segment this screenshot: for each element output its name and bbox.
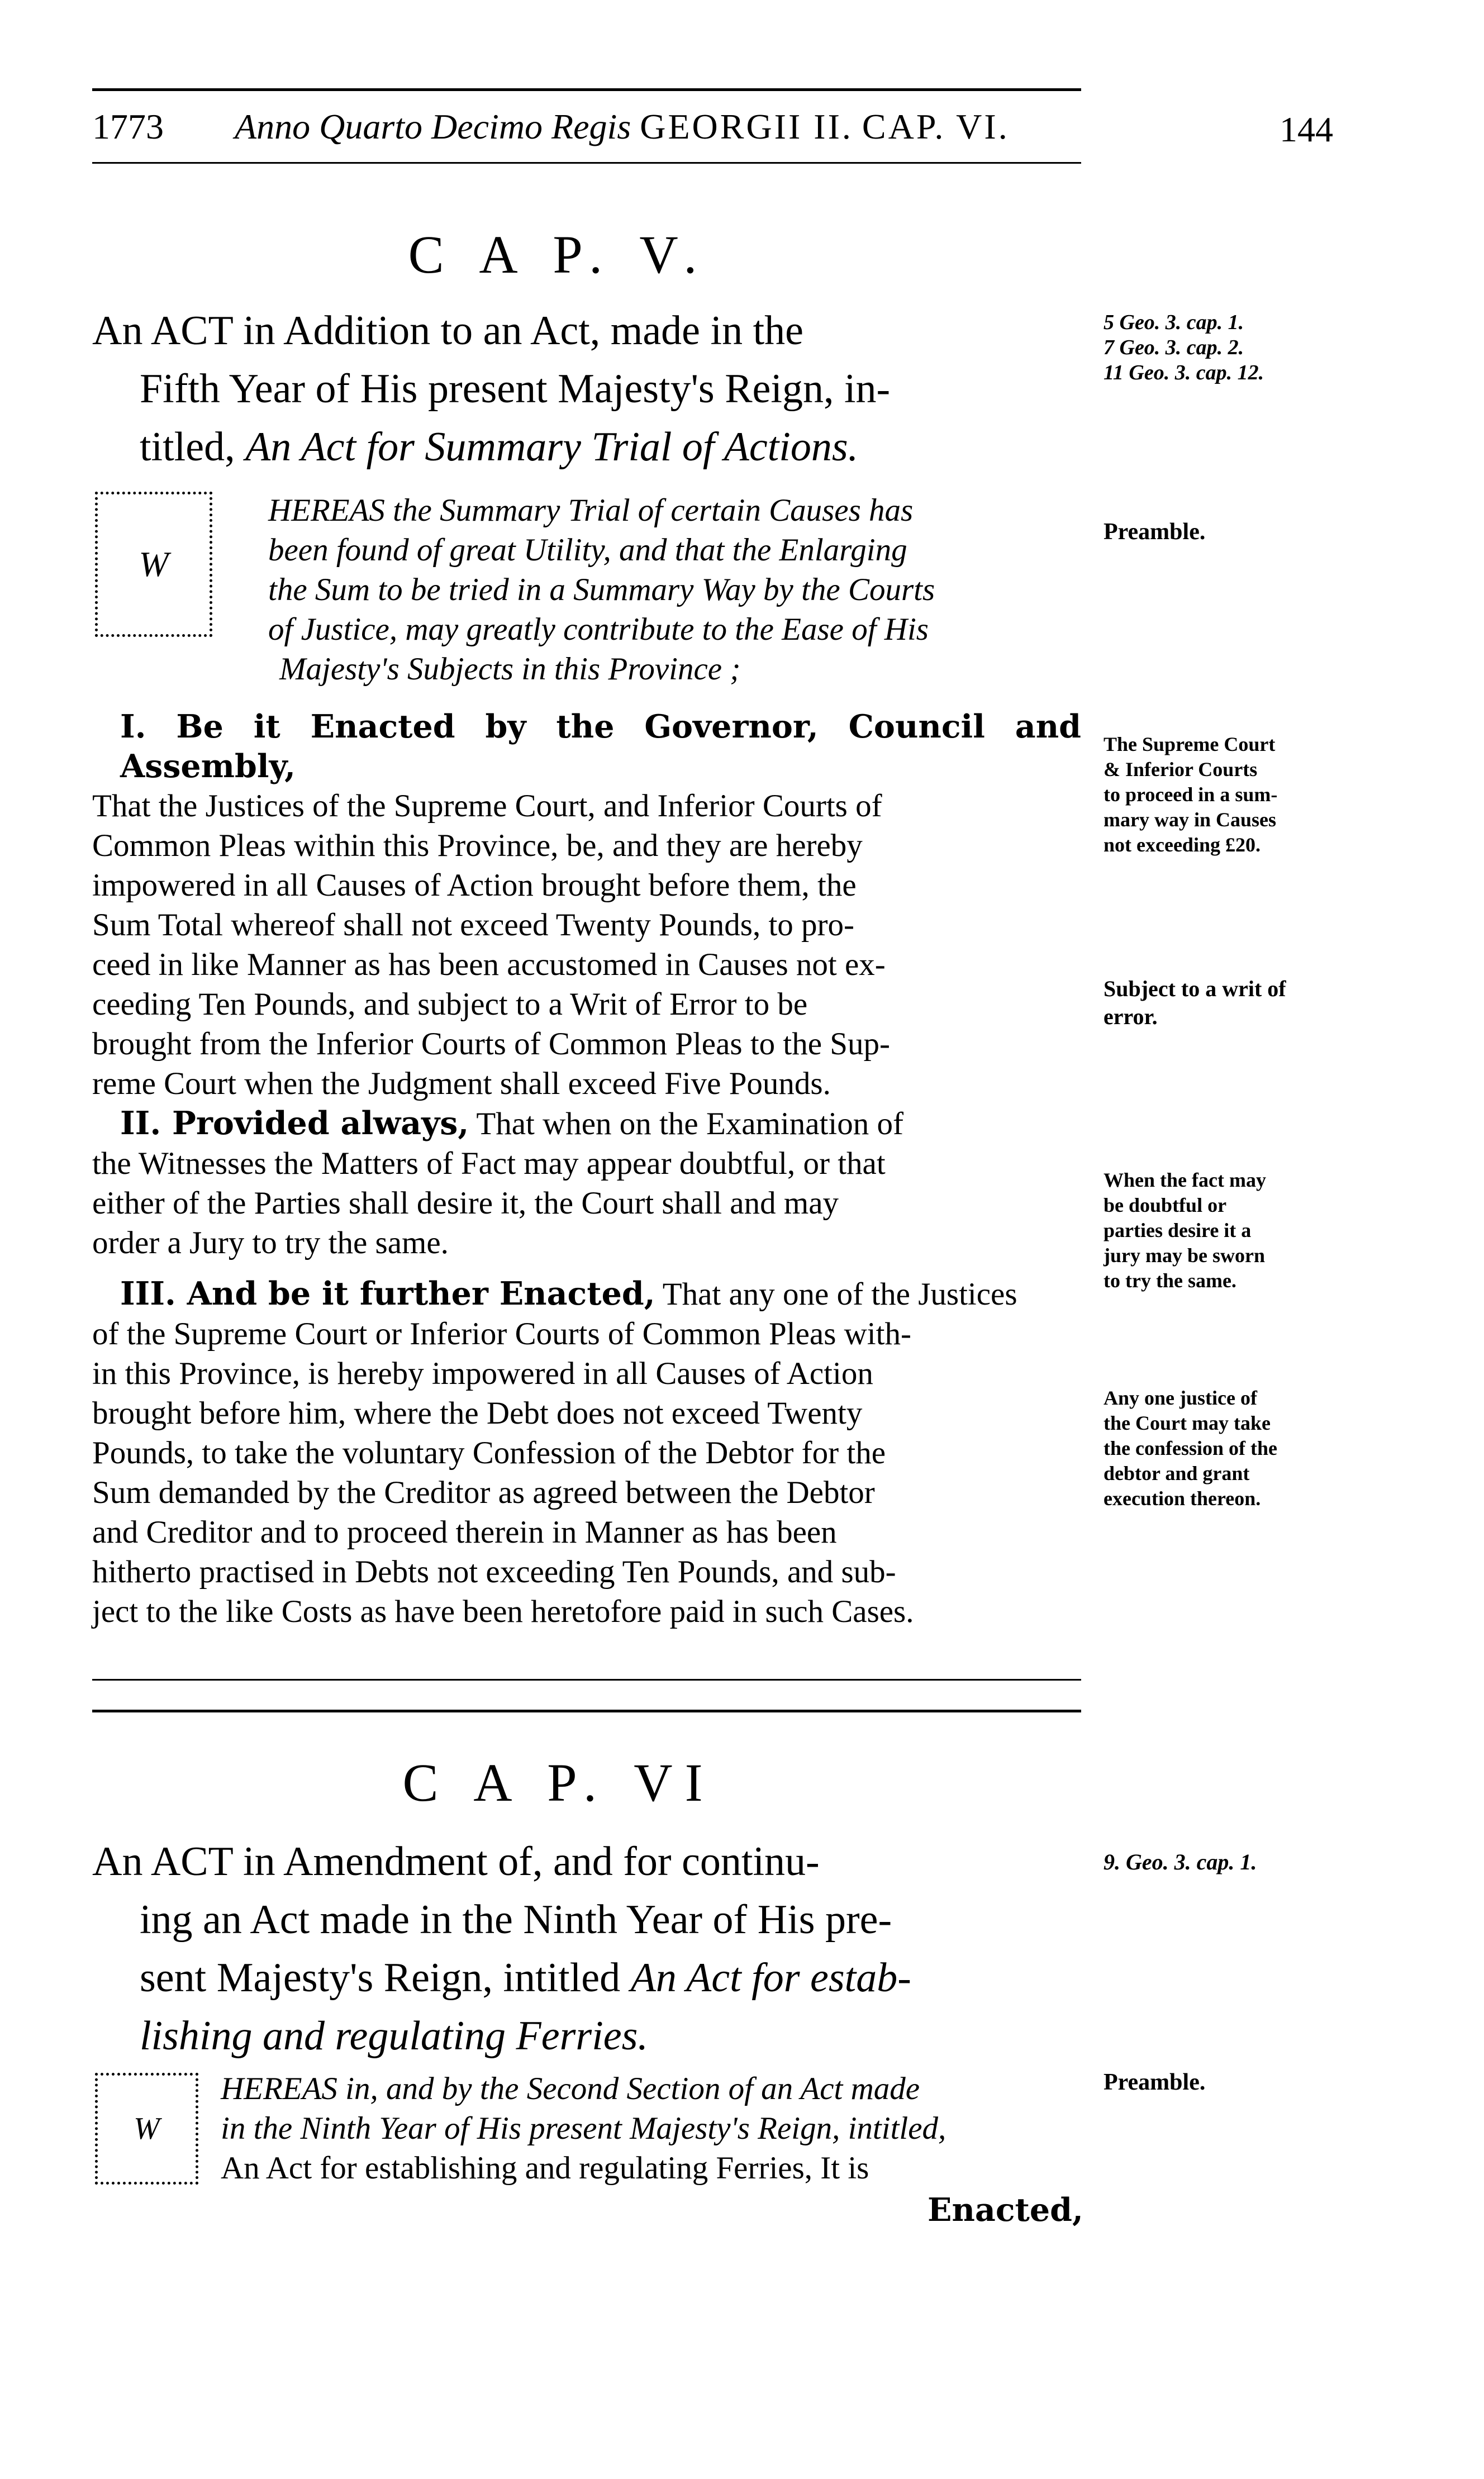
cap5-section1-line5: ceed in like Manner as has been accustomed in Causes not ex- bbox=[92, 947, 886, 982]
cap6-title-line1: An ACT in Amendment of, and for continu- bbox=[92, 1839, 820, 1885]
s1-margin-a-4: mary way in Causes bbox=[1104, 808, 1277, 831]
section-divider-top bbox=[92, 1679, 1081, 1681]
cap5-section2-line3: either of the Parties shall desire it, the Court shall and may bbox=[92, 1186, 839, 1221]
cap5-preamble-line2: been found of great Utility, and that the Enlarging bbox=[268, 532, 907, 568]
header-bottom-rule bbox=[92, 162, 1081, 164]
cap5-section1-margin-a bbox=[1104, 732, 1344, 858]
cap5-section3-line8: hitherto practised in Debts not exceeding Ten Pounds, and sub- bbox=[92, 1554, 896, 1590]
cap5-section3-line4: brought before him, where the Debt does not exceed Twenty bbox=[92, 1396, 863, 1431]
s2-margin-2: be doubtful or bbox=[1104, 1194, 1227, 1216]
cap5-preamble-line1: HEREAS the Summary Trial of certain Causes has bbox=[268, 493, 914, 528]
cap5-preamble-line4: of Justice, may greatly contribute to the Ease of His bbox=[268, 612, 929, 647]
cap5-ref-3: 11 Geo. 3. cap. 12. bbox=[1104, 361, 1264, 384]
cap6-catchword: Enacted, bbox=[927, 2191, 1083, 2229]
cap5-title bbox=[92, 302, 1087, 476]
s1-margin-a-1: The Supreme Court bbox=[1104, 733, 1276, 755]
cap5-title-line3-plain: titled, bbox=[140, 424, 246, 470]
s3-margin-5: execution thereon. bbox=[1104, 1487, 1261, 1510]
cap5-section3-line2: of the Supreme Court or Inferior Courts of Common Pleas with- bbox=[92, 1316, 911, 1352]
cap5-drop-initial: W bbox=[95, 492, 212, 637]
cap6-margin-ref: 9. Geo. 3. cap. 1. bbox=[1104, 1849, 1257, 1874]
cap5-section3-line0 bbox=[92, 1274, 1081, 1314]
cap5-title-line1: An ACT in Addition to an Act, made in the bbox=[92, 308, 803, 354]
cap6-title-italic-2: lishing and regulating Ferries. bbox=[140, 2013, 648, 2059]
cap5-margin-preamble: Preamble. bbox=[1104, 519, 1206, 545]
cap5-section2-margin bbox=[1104, 1168, 1344, 1293]
cap5-section1-line6: ceeding Ten Pounds, and subject to a Writ of Error to be bbox=[92, 987, 808, 1022]
s3-margin-1: Any one justice of bbox=[1104, 1387, 1257, 1409]
cap5-section3-line3: in this Province, is hereby impowered in all Causes of Action bbox=[92, 1356, 873, 1391]
cap5-section3-line1: That any one of the Justices bbox=[655, 1277, 1017, 1312]
cap5-preamble-line5: Majesty's Subjects in this Province ; bbox=[279, 651, 741, 687]
cap6-preamble-line1: HEREAS in, and by the Second Section of an Act made bbox=[221, 2071, 920, 2106]
cap6-preamble-line2: in the Ninth Year of His present Majesty's Reign, intitled, bbox=[221, 2111, 946, 2146]
cap5-section2-line4: order a Jury to try the same. bbox=[92, 1225, 449, 1260]
s1-margin-b-2: error. bbox=[1104, 1004, 1158, 1029]
running-title-cap: CAP. VI. bbox=[862, 107, 1010, 146]
s2-margin-5: to try the same. bbox=[1104, 1269, 1236, 1292]
cap5-preamble-line3: the Sum to be tried in a Summary Way by the Courts bbox=[268, 572, 935, 607]
cap5-section1-line4: Sum Total whereof shall not exceed Twenty Pounds, to pro- bbox=[92, 907, 855, 943]
cap5-heading: C A P. V. bbox=[408, 225, 710, 284]
cap6-title bbox=[92, 1833, 1087, 2065]
s2-margin-1: When the fact may bbox=[1104, 1169, 1266, 1191]
cap5-section1-lead: I. Be it Enacted by the Governor, Council and Assembly, bbox=[120, 708, 1081, 785]
cap6-title-line3-plain: sent Majesty's Reign, intitled bbox=[140, 1955, 631, 2001]
s1-margin-a-3: to proceed in a sum- bbox=[1104, 783, 1278, 806]
cap6-drop-initial: W bbox=[95, 2073, 198, 2185]
page-number: 144 bbox=[1280, 110, 1333, 149]
s1-margin-a-2: & Inferior Courts bbox=[1104, 758, 1258, 781]
cap5-section1-line2: Common Pleas within this Province, be, and they are hereby bbox=[92, 828, 863, 863]
cap5-ref-1: 5 Geo. 3. cap. 1. bbox=[1104, 311, 1244, 334]
s1-margin-a-5: not exceeding £20. bbox=[1104, 834, 1261, 856]
cap5-section2-lead: II. Provided always, bbox=[120, 1105, 469, 1142]
cap5-section3 bbox=[92, 1274, 1081, 1631]
cap5-title-line3-italic: An Act for Summary Trial of Actions. bbox=[245, 424, 859, 470]
cap5-section3-line7: and Creditor and to proceed therein in Manner as has been bbox=[92, 1515, 837, 1550]
cap5-section3-line9: ject to the like Costs as have been heretofore paid in such Cases. bbox=[92, 1594, 914, 1629]
s3-margin-2: the Court may take bbox=[1104, 1412, 1271, 1434]
cap5-section1-line7: brought from the Inferior Courts of Common Pleas to the Sup- bbox=[92, 1026, 890, 1062]
cap5-margin-refs bbox=[1104, 310, 1344, 386]
cap5-section3-line5: Pounds, to take the voluntary Confession of the Debtor for the bbox=[92, 1435, 886, 1471]
cap5-ref-2: 7 Geo. 3. cap. 2. bbox=[1104, 336, 1244, 359]
cap5-section3-line6: Sum demanded by the Creditor as agreed between the Debtor bbox=[92, 1475, 875, 1510]
cap5-section2-line2: the Witnesses the Matters of Fact may appear doubtful, or that bbox=[92, 1146, 886, 1181]
cap6-preamble-line3: An Act for establishing and regulating Ferries, It is bbox=[221, 2150, 869, 2186]
cap5-section1 bbox=[92, 707, 1081, 1103]
cap6-title-line3 bbox=[92, 1949, 1087, 2007]
cap5-section1-margin-b bbox=[1104, 975, 1344, 1031]
cap5-preamble bbox=[268, 491, 1084, 689]
running-title-latin: Anno Quarto Decimo Regis bbox=[235, 107, 631, 146]
running-title bbox=[235, 106, 1010, 147]
s3-margin-3: the confession of the bbox=[1104, 1437, 1277, 1459]
section-divider-bottom bbox=[92, 1710, 1081, 1712]
cap5-section1-line3: impowered in all Causes of Action brought before them, the bbox=[92, 868, 857, 903]
cap5-section3-lead: III. And be it further Enacted, bbox=[120, 1275, 655, 1312]
cap5-section3-margin bbox=[1104, 1386, 1344, 1511]
cap5-section2 bbox=[92, 1103, 1081, 1263]
running-title-king: GEORGII II. bbox=[640, 107, 853, 146]
cap5-section2-line1: That when on the Examination of bbox=[469, 1106, 903, 1141]
s2-margin-3: parties desire it a bbox=[1104, 1219, 1252, 1241]
cap6-margin-preamble: Preamble. bbox=[1104, 2069, 1206, 2095]
cap5-title-line2: Fifth Year of His present Majesty's Reign, in- bbox=[140, 366, 891, 412]
cap6-preamble bbox=[221, 2069, 1084, 2148]
s2-margin-4: jury may be sworn bbox=[1104, 1244, 1265, 1267]
cap6-title-line2: ing an Act made in the Ninth Year of His pre- bbox=[140, 1897, 892, 1943]
cap6-title-italic-1: An Act for estab- bbox=[630, 1955, 911, 2001]
cap5-section1-line8: reme Court when the Judgment shall exceed Five Pounds. bbox=[92, 1066, 831, 1101]
header-year: 1773 bbox=[92, 107, 164, 146]
cap5-title-line3 bbox=[92, 418, 1087, 476]
cap5-section2-line0 bbox=[92, 1103, 1081, 1144]
s1-margin-b-1: Subject to a writ of bbox=[1104, 976, 1286, 1001]
cap5-section1-line1: That the Justices of the Supreme Court, and Inferior Courts of bbox=[92, 788, 882, 824]
s3-margin-4: debtor and grant bbox=[1104, 1462, 1250, 1484]
cap6-heading: C A P. VI bbox=[402, 1753, 715, 1812]
header-top-rule bbox=[92, 88, 1081, 91]
